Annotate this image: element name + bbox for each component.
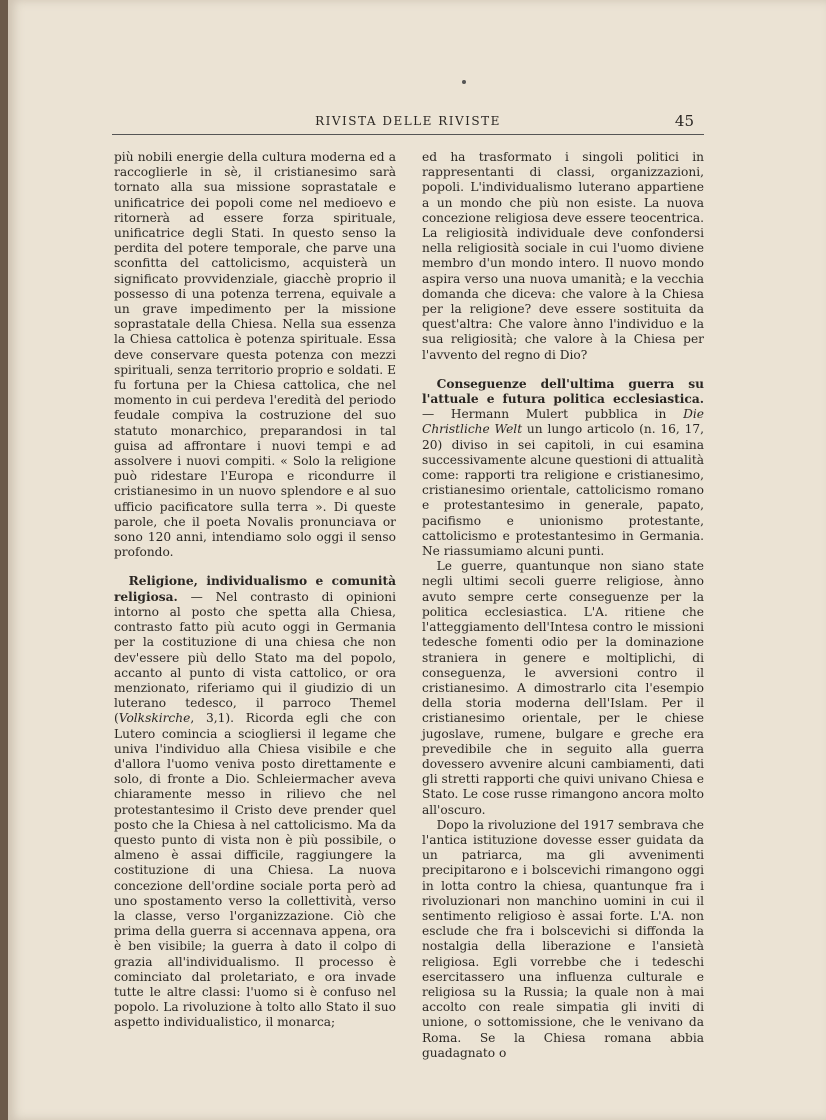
section-text: , 3,1). Ricorda egli che con Lutero comincia a sciogliersi il legame che univa l'individuo alla Chiesa visibile e che d'allora l'uomo veniva posto direttamente e solo, di fronte a Dio. Schleiermacher aveva chiaramente messo in rilievo che nel protestantesimo il Cristo deve prender quel posto che la Chiesa à nel cattolicismo. Ma da questo punto di vista non è più possibile, o almeno è assai difficile, raggiungere la costituzione di una Chiesa. La nuova concezione dell'ordine sociale porta però ad uno spostamento verso la collettività, verso la classe, verso l'organizzazione. Ciò che prima della guerra si accennava appena, ora è ben visibile; la guerra à dato il colpo di grazia all'individualismo. Il processo è cominciato dal proletariato, e ora invade tutte le altre classi: l'uomo si è confuso nel popolo. La rivoluzione à tolto allo Stato il suo aspetto individualistico, il monarca; [114,711,396,1030]
right-column [422,150,704,1061]
journal-section-title: RIVISTA DELLE RIVISTE [315,114,501,128]
paragraph: più nobili energie della cultura moderna ed a raccoglierle in sè, il cristianesimo sarà tornato alla sua missione soprastatale e unificatrice dei popoli come nel medioevo e ritornerà ad essere forza spirituale, unificatrice degli Stati. In questo senso la perdita del potere temporale, che parve una sconfitta del cattolicismo, acquisterà un significato provvidenziale, giacchè proprio il possesso di una potenza terrena, equivale a un grave impedimento per la missione soprastatale della Chiesa. Nella sua essenza la Chiesa cattolica è potenza spirituale. Essa deve conservare questa potenza con mezzi spirituali, senza territorio proprio e soldati. E fu fortuna per la Chiesa cattolica, che nel momento in cui perdeva l'eredità del periodo feudale compiva la costruzione del suo statuto monarchico, preparandosi in tal guisa ad affrontare i nuovi tempi e ad assolvere i nuovi compiti. « Solo la religione può ridestare l'Europa e ricondurre il cristianesimo in un nuovo splendore e al suo ufficio pacificatore sulla terra ». Di queste parole, che il poeta Novalis pronunciava or sono 120 anni, intendiamo solo oggi il senso profondo. [114,150,396,560]
paragraph: Dopo la rivoluzione del 1917 sembrava che l'antica istituzione dovesse esser guidata da un patriarca, ma gli avvenimenti precipitarono e i bolscevichi rimangono oggi in lotta contro la chiesa, quantunque fra i rivoluzionari non manchino uomini in cui il sentimento religioso è assai forte. L'A. non esclude che fra i bolscevichi si diffonda la nostalgia della liberazione e l'ansietà religiosa. Egli vorrebbe che i tedeschi esercitassero una influenza culturale e religiosa su la Russia; la quale non à mai accolto con reale simpatia gli inviti di unione, o sottomissione, che le venivano da Roma. Se la Chiesa romana abbia guadagnato o [422,817,704,1060]
source-title: Volkskirche [118,711,191,726]
paragraph: Le guerre, quantunque non siano state negli ultimi secoli guerre religiose, ànno avuto sempre certe conseguenze per la politica ecclesiastica. L'A. ritiene che l'atteggiamento dell'Intesa contro le missioni tedesche fomenti odio per la dominazione straniera in genere e moltiplichi, di conseguenza, le avversioni contro il cristianesimo. A dimostrarlo cita l'esempio della storia moderna dell'Islam. Per il cristianesimo orientale, per le chiese jugoslave, rumene, bulgare e greche era prevedibile che in seguito alla guerra dovessero avvenire alcuni cambiamenti, dati gli stretti rapporti che quivi univano Chiesa e Stato. Le cose russe rimangono ancora molto all'oscuro. [422,559,704,817]
left-column [114,150,396,1031]
paragraph: ed ha trasformato i singoli politici in rappresentanti di classi, organizzazioni, popoli. L'individualismo luterano appartiene a un mondo che più non esiste. La nuova concezione religiosa deve essere teocentrica. La religiosità individuale deve confondersi nella religiosità sociale in cui l'uomo diviene membro d'un mondo intero. Il nuovo mondo aspira verso una nuova umanità; e la vecchia domanda che diceva: che valore à la Chiesa per la religione? deve essere sostituita da quest'altra: Che valore ànno l'individuo e la sua religiosità; che valore à la Chiesa per l'avvento del regno di Dio? [422,150,704,362]
source-title: Die Christliche Welt [422,407,704,437]
page-number: 45 [674,112,694,130]
section-text: — Hermann Mulert pubblica in [422,407,684,422]
section-heading: Religione, individualismo e comunità religiosa. [114,574,396,604]
ink-speck [462,80,466,84]
section-religione-individualismo [114,574,396,1030]
section-conseguenze-guerra [422,377,704,559]
section-heading: Conseguenze dell'ultima guerra su l'attuale e futura politica ecclesiastica. [422,376,704,407]
document-page [8,0,826,1120]
section-text: un lungo articolo (n. 16, 17, 20) diviso in sei capitoli, in cui esamina successivamente alcune questioni di attualità come: rapporti tra religione e cristianesimo, cristianesimo orientale, cattolicismo romano e protestantesimo in generale, papato, pacifismo e unionismo protestante, cattolicismo e protestantesimo in Germania. Ne riassumiamo alcuni punti. [422,422,704,559]
running-header [112,110,704,135]
section-text: — Nel contrasto di opinioni intorno al posto che spetta alla Chiesa, contrasto fatto più acuto oggi in Germania per la costituzione di una chiesa che non dev'essere più dello Stato ma del popolo, accanto al punto di vista cattolico, or ora menzionato, riferiamo qui il giudizio di un luterano tedesco, il parroco Themel ( [114,589,396,726]
